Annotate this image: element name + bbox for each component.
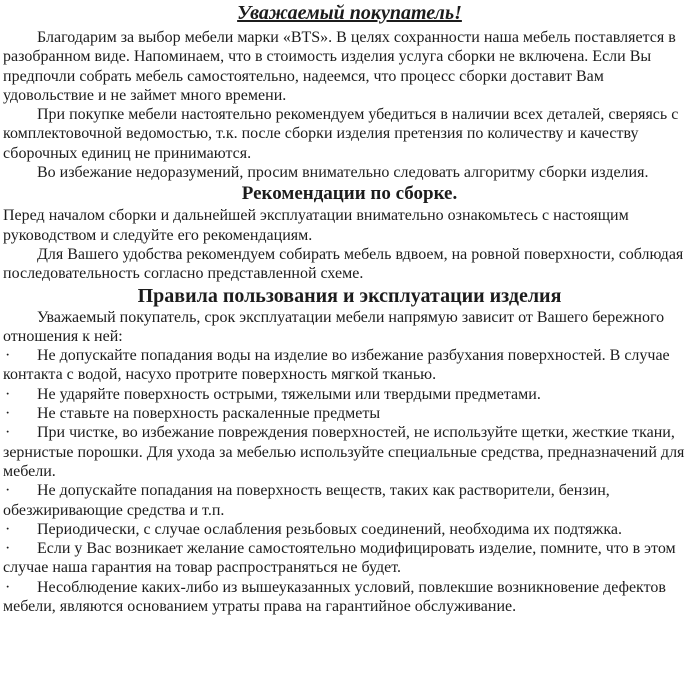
bullet-marker: ·	[5, 578, 11, 596]
usage-rule-item	[3, 578, 696, 617]
intro-paragraph-1: Благодарим за выбор мебели марки «BTS». В целях сохранности наша мебель поставляется в разобранном виде. Напоминаем, что в стоимость изделия услуга сборки не включена. Если Вы предпочли собрать мебель самостоятельно, надеемся, что процесс сборки доставит Вам удовольствие и не займет много времени.	[3, 29, 676, 104]
usage-rule-item	[3, 539, 696, 578]
usage-rule-text: Не ставьте на поверхность раскаленные предметы	[37, 405, 381, 423]
bullet-marker: ·	[5, 482, 11, 500]
intro-paragraph-3: Во избежание недоразумений, просим внимательно следовать алгоритму сборки изделия.	[37, 164, 649, 182]
usage-rule-text: Периодически, с случае ослабления резьбовых соединений, необходима их подтяжка.	[37, 520, 622, 538]
bullet-marker: ·	[5, 540, 11, 558]
usage-rule-text: При чистке, во избежание повреждения поверхностей, не используйте щетки, жесткие ткани, зернистые порошки. Для ухода за мебелью используйте специальные средства, предназначений для мебели.	[3, 424, 685, 480]
bullet-marker: ·	[5, 520, 11, 538]
usage-rule-text: Если у Вас возникает желание самостоятельно модифицировать изделие, помните, что в этом случае наша гарантия на товар распространяться не будет.	[3, 540, 676, 577]
assembly-section-heading: Рекомендации по сборке.	[241, 183, 458, 205]
usage-section-heading: Правила пользования и эксплуатации изделия	[137, 284, 562, 307]
bullet-marker: ·	[5, 347, 11, 365]
usage-rule-item	[3, 520, 696, 539]
assembly-paragraph-2: Для Вашего удобства рекомендуем собирать мебель вдвоем, на ровной поверхности, соблюдая последовательность согласно представленной схеме.	[3, 245, 684, 283]
usage-rule-text: Не ударяйте поверхность острыми, тяжелыми или твердыми предметами.	[37, 385, 541, 403]
usage-rule-item	[3, 385, 696, 404]
bullet-marker: ·	[5, 385, 11, 403]
usage-rule-text: Не допускайте попадания на поверхность веществ, таких как растворители, бензин, обезжиривающие средства и т.п.	[3, 482, 610, 519]
assembly-paragraph-1: Перед началом сборки и дальнейшей эксплуатации внимательно ознакомьтесь с настоящим руководством и следуйте его рекомендациям.	[3, 207, 629, 244]
document-title: Уважаемый покупатель!	[237, 2, 462, 24]
bullet-marker: ·	[5, 405, 11, 423]
usage-rule-item	[3, 481, 696, 520]
bullet-marker: ·	[5, 424, 11, 442]
intro-paragraph-2: При покупке мебели настоятельно рекомендуем убедиться в наличии всех деталей, сверяясь с комплектовочной ведомостью, т.к. после сборки изделия претензия по количеству и качеству сборочных единиц не принимаются.	[3, 106, 679, 162]
usage-rule-item	[3, 346, 696, 385]
usage-rule-item	[3, 423, 696, 481]
usage-intro-paragraph: Уважаемый покупатель, срок эксплуатации мебели напрямую зависит от Вашего бережного отношения к ней:	[3, 308, 665, 345]
usage-rule-item	[3, 404, 696, 423]
usage-rule-text: Не допускайте попадания воды на изделие во избежание разбухания поверхностей. В случае контакта с водой, насухо протрите поверхность мягкой тканью.	[3, 347, 670, 384]
usage-rule-text: Несоблюдение каких-либо из вышеуказанных условий, повлекшие возникновение дефектов мебели, являются основанием утраты права на гарантийное обслуживание.	[3, 578, 666, 616]
